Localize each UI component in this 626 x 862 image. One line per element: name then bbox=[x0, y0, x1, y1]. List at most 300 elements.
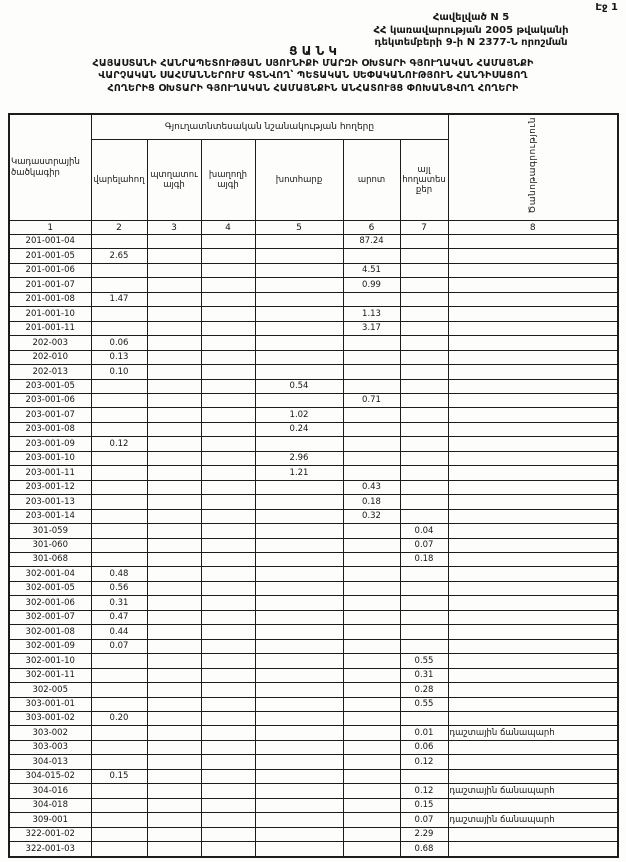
value-cell bbox=[400, 379, 448, 393]
note-cell bbox=[448, 596, 618, 610]
note-cell bbox=[448, 408, 618, 422]
value-cell bbox=[201, 524, 255, 538]
value-cell: 0.55 bbox=[400, 697, 448, 711]
value-cell bbox=[201, 408, 255, 422]
value-cell bbox=[343, 292, 400, 306]
col-number-8: 8 bbox=[448, 221, 618, 235]
value-cell bbox=[201, 379, 255, 393]
value-cell bbox=[147, 654, 201, 668]
value-cell bbox=[343, 379, 400, 393]
value-cell bbox=[201, 365, 255, 379]
value-cell bbox=[343, 336, 400, 350]
table-row bbox=[9, 379, 618, 393]
cadastral-code-cell: 303-003 bbox=[9, 740, 91, 754]
value-cell bbox=[91, 683, 147, 697]
value-cell bbox=[201, 451, 255, 465]
note-cell bbox=[448, 740, 618, 754]
value-cell bbox=[255, 495, 343, 509]
table-row bbox=[9, 552, 618, 566]
value-cell bbox=[255, 755, 343, 769]
value-cell bbox=[343, 581, 400, 595]
value-cell bbox=[201, 668, 255, 682]
value-cell bbox=[400, 336, 448, 350]
value-cell bbox=[400, 625, 448, 639]
note-cell bbox=[448, 321, 618, 335]
note-cell bbox=[448, 567, 618, 581]
sub-col-header-6: արոտ bbox=[343, 140, 400, 221]
value-cell: 0.18 bbox=[400, 552, 448, 566]
value-cell bbox=[147, 668, 201, 682]
value-cell bbox=[201, 307, 255, 321]
value-cell bbox=[255, 711, 343, 725]
value-cell bbox=[255, 263, 343, 277]
value-cell bbox=[255, 769, 343, 783]
value-cell bbox=[400, 408, 448, 422]
table-row bbox=[9, 740, 618, 754]
note-cell bbox=[448, 654, 618, 668]
value-cell bbox=[91, 408, 147, 422]
value-cell bbox=[147, 683, 201, 697]
value-cell bbox=[343, 827, 400, 841]
note-cell bbox=[448, 278, 618, 292]
value-cell bbox=[343, 639, 400, 653]
cadastral-code-cell: 302-001-06 bbox=[9, 596, 91, 610]
value-cell bbox=[255, 480, 343, 494]
table-row bbox=[9, 249, 618, 263]
value-cell: 0.47 bbox=[91, 610, 147, 624]
value-cell bbox=[255, 524, 343, 538]
cadastral-code-cell: 304-013 bbox=[9, 755, 91, 769]
value-cell bbox=[343, 697, 400, 711]
value-cell bbox=[147, 784, 201, 798]
value-cell bbox=[343, 740, 400, 754]
table-row bbox=[9, 683, 618, 697]
value-cell bbox=[400, 263, 448, 277]
value-cell bbox=[147, 625, 201, 639]
value-cell: 0.12 bbox=[400, 755, 448, 769]
note-cell bbox=[448, 697, 618, 711]
note-cell bbox=[448, 538, 618, 552]
value-cell bbox=[91, 235, 147, 249]
subtitle-line: ՎԱՐՉԱԿԱՆ ՍԱՀՄԱՆՆԵՐՈՒՄ ԳՏՆՎՈՂ՝ ՊԵՏԱԿԱՆ ՍԵՓԱԿԱՆՈՒԹՅՈՒՆ ՀԱՆԴԻՍԱՑՈՂ bbox=[98, 70, 528, 82]
note-cell bbox=[448, 668, 618, 682]
value-cell bbox=[147, 509, 201, 523]
value-cell bbox=[343, 726, 400, 740]
document-title: Ց Ա Ն Կ bbox=[289, 44, 337, 58]
land-transfer-table bbox=[8, 113, 619, 858]
note-cell bbox=[448, 509, 618, 523]
note-cell bbox=[448, 683, 618, 697]
value-cell bbox=[400, 393, 448, 407]
value-cell bbox=[147, 524, 201, 538]
value-cell bbox=[255, 842, 343, 857]
table-row bbox=[9, 408, 618, 422]
value-cell bbox=[201, 336, 255, 350]
value-cell bbox=[91, 654, 147, 668]
value-cell bbox=[343, 596, 400, 610]
value-cell bbox=[255, 813, 343, 827]
value-cell bbox=[343, 365, 400, 379]
value-cell bbox=[255, 336, 343, 350]
value-cell bbox=[91, 755, 147, 769]
note-cell bbox=[448, 451, 618, 465]
value-cell bbox=[255, 683, 343, 697]
value-cell bbox=[147, 827, 201, 841]
value-cell bbox=[343, 755, 400, 769]
value-cell: 0.10 bbox=[91, 365, 147, 379]
value-cell bbox=[91, 466, 147, 480]
cadastral-code-cell: 201-001-06 bbox=[9, 263, 91, 277]
table-row bbox=[9, 365, 618, 379]
value-cell: 1.13 bbox=[343, 307, 400, 321]
note-cell: դաշտային ճանապարհ bbox=[448, 813, 618, 827]
note-cell bbox=[448, 263, 618, 277]
value-cell bbox=[147, 393, 201, 407]
value-cell bbox=[255, 784, 343, 798]
value-cell bbox=[255, 798, 343, 812]
col-number-6: 6 bbox=[343, 221, 400, 235]
value-cell bbox=[400, 365, 448, 379]
value-cell bbox=[255, 278, 343, 292]
value-cell bbox=[255, 249, 343, 263]
table-row bbox=[9, 307, 618, 321]
value-cell bbox=[147, 350, 201, 364]
value-cell bbox=[147, 437, 201, 451]
cadastral-code-cell: 202-003 bbox=[9, 336, 91, 350]
value-cell bbox=[255, 668, 343, 682]
note-cell bbox=[448, 552, 618, 566]
value-cell: 0.07 bbox=[400, 813, 448, 827]
cadastral-code-cell: 302-001-05 bbox=[9, 581, 91, 595]
col-header-cadastral: Կադաստրային ծածկագիր bbox=[9, 114, 91, 221]
value-cell bbox=[201, 697, 255, 711]
value-cell bbox=[147, 798, 201, 812]
note-cell: դաշտային ճանապարհ bbox=[448, 726, 618, 740]
value-cell bbox=[201, 683, 255, 697]
cadastral-code-cell: 303-001-01 bbox=[9, 697, 91, 711]
value-cell: 0.24 bbox=[255, 422, 343, 436]
sub-col-header-2: վարելահող bbox=[91, 140, 147, 221]
value-cell bbox=[255, 697, 343, 711]
cadastral-code-cell: 302-001-08 bbox=[9, 625, 91, 639]
group-header-agricultural: Գյուղատնտեսական նշանակության հողերը bbox=[91, 114, 448, 140]
value-cell bbox=[201, 437, 255, 451]
value-cell bbox=[400, 307, 448, 321]
value-cell bbox=[91, 422, 147, 436]
table-row bbox=[9, 726, 618, 740]
value-cell: 0.71 bbox=[343, 393, 400, 407]
value-cell bbox=[343, 798, 400, 812]
value-cell bbox=[201, 581, 255, 595]
value-cell: 2.29 bbox=[400, 827, 448, 841]
value-cell bbox=[91, 740, 147, 754]
value-cell bbox=[147, 307, 201, 321]
value-cell bbox=[91, 726, 147, 740]
value-cell: 0.06 bbox=[400, 740, 448, 754]
col-number-7: 7 bbox=[400, 221, 448, 235]
value-cell bbox=[400, 480, 448, 494]
table-row bbox=[9, 437, 618, 451]
note-cell bbox=[448, 639, 618, 653]
value-cell bbox=[201, 321, 255, 335]
value-cell bbox=[343, 668, 400, 682]
value-cell: 3.17 bbox=[343, 321, 400, 335]
note-cell bbox=[448, 292, 618, 306]
value-cell bbox=[343, 784, 400, 798]
table-row bbox=[9, 393, 618, 407]
cadastral-code-cell: 302-001-07 bbox=[9, 610, 91, 624]
value-cell bbox=[91, 697, 147, 711]
value-cell bbox=[400, 639, 448, 653]
sub-col-header-5: խոտհարք bbox=[255, 140, 343, 221]
value-cell bbox=[400, 567, 448, 581]
table-row bbox=[9, 451, 618, 465]
value-cell bbox=[343, 538, 400, 552]
table-row bbox=[9, 263, 618, 277]
header-row-numbers bbox=[9, 221, 618, 235]
value-cell bbox=[201, 422, 255, 436]
value-cell bbox=[400, 350, 448, 364]
value-cell bbox=[91, 827, 147, 841]
table-row bbox=[9, 798, 618, 812]
value-cell bbox=[91, 263, 147, 277]
cadastral-code-cell: 303-001-02 bbox=[9, 711, 91, 725]
table-row bbox=[9, 336, 618, 350]
value-cell bbox=[147, 379, 201, 393]
cadastral-code-cell: 203-001-14 bbox=[9, 509, 91, 523]
note-cell bbox=[448, 842, 618, 857]
value-cell: 0.07 bbox=[400, 538, 448, 552]
value-cell bbox=[91, 798, 147, 812]
value-cell bbox=[91, 307, 147, 321]
cadastral-code-cell: 303-002 bbox=[9, 726, 91, 740]
table-row bbox=[9, 321, 618, 335]
table-row bbox=[9, 524, 618, 538]
value-cell bbox=[201, 393, 255, 407]
table-row bbox=[9, 567, 618, 581]
note-cell: դաշտային ճանապարհ bbox=[448, 784, 618, 798]
table-row bbox=[9, 538, 618, 552]
subtitle-line: ՀՈՂԵՐԻՑ ՕԽՏԱՐԻ ԳՅՈՒՂԱԿԱՆ ՀԱՄԱՅՆՔԻՆ ԱՆՀԱՏՈՒՅՑ ՓՈԽԱՆՑՎՈՂ ՀՈՂԵՐԻ bbox=[107, 82, 519, 94]
cadastral-code-cell: 203-001-06 bbox=[9, 393, 91, 407]
table-row bbox=[9, 350, 618, 364]
value-cell bbox=[201, 466, 255, 480]
cadastral-code-cell: 304-016 bbox=[9, 784, 91, 798]
value-cell bbox=[343, 350, 400, 364]
value-cell bbox=[343, 422, 400, 436]
table-row bbox=[9, 639, 618, 653]
value-cell: 0.32 bbox=[343, 509, 400, 523]
value-cell bbox=[147, 842, 201, 857]
col-number-4: 4 bbox=[201, 221, 255, 235]
value-cell: 0.12 bbox=[91, 437, 147, 451]
value-cell bbox=[201, 798, 255, 812]
value-cell bbox=[255, 321, 343, 335]
value-cell bbox=[400, 235, 448, 249]
value-cell bbox=[400, 711, 448, 725]
cadastral-code-cell: 301-068 bbox=[9, 552, 91, 566]
value-cell bbox=[147, 235, 201, 249]
value-cell bbox=[400, 422, 448, 436]
value-cell bbox=[400, 509, 448, 523]
value-cell bbox=[400, 581, 448, 595]
value-cell bbox=[91, 393, 147, 407]
table-row bbox=[9, 654, 618, 668]
value-cell bbox=[343, 654, 400, 668]
table-row bbox=[9, 422, 618, 436]
value-cell: 0.68 bbox=[400, 842, 448, 857]
value-cell bbox=[255, 567, 343, 581]
value-cell bbox=[91, 379, 147, 393]
value-cell bbox=[201, 495, 255, 509]
value-cell bbox=[400, 596, 448, 610]
value-cell bbox=[147, 451, 201, 465]
cadastral-code-cell: 301-059 bbox=[9, 524, 91, 538]
value-cell bbox=[255, 437, 343, 451]
value-cell: 0.12 bbox=[400, 784, 448, 798]
value-cell: 0.04 bbox=[400, 524, 448, 538]
value-cell bbox=[400, 495, 448, 509]
value-cell bbox=[201, 842, 255, 857]
value-cell: 2.96 bbox=[255, 451, 343, 465]
value-cell bbox=[343, 625, 400, 639]
cadastral-code-cell: 203-001-10 bbox=[9, 451, 91, 465]
value-cell bbox=[147, 408, 201, 422]
value-cell bbox=[201, 509, 255, 523]
cadastral-code-cell: 322-001-02 bbox=[9, 827, 91, 841]
value-cell bbox=[343, 769, 400, 783]
value-cell bbox=[343, 567, 400, 581]
value-cell: 0.48 bbox=[91, 567, 147, 581]
value-cell bbox=[400, 451, 448, 465]
value-cell bbox=[147, 422, 201, 436]
value-cell bbox=[91, 451, 147, 465]
value-cell bbox=[91, 668, 147, 682]
value-cell bbox=[400, 610, 448, 624]
cadastral-code-cell: 201-001-11 bbox=[9, 321, 91, 335]
cadastral-code-cell: 203-001-05 bbox=[9, 379, 91, 393]
value-cell bbox=[201, 278, 255, 292]
value-cell: 0.15 bbox=[400, 798, 448, 812]
value-cell bbox=[147, 538, 201, 552]
value-cell bbox=[201, 813, 255, 827]
cadastral-code-cell: 203-001-08 bbox=[9, 422, 91, 436]
value-cell bbox=[201, 235, 255, 249]
note-cell bbox=[448, 249, 618, 263]
value-cell bbox=[91, 784, 147, 798]
note-cell bbox=[448, 524, 618, 538]
note-cell bbox=[448, 755, 618, 769]
value-cell bbox=[255, 726, 343, 740]
value-cell bbox=[91, 552, 147, 566]
col-number-5: 5 bbox=[255, 221, 343, 235]
note-cell bbox=[448, 495, 618, 509]
cadastral-code-cell: 203-001-13 bbox=[9, 495, 91, 509]
value-cell bbox=[201, 596, 255, 610]
value-cell bbox=[255, 639, 343, 653]
cadastral-code-cell: 302-001-04 bbox=[9, 567, 91, 581]
value-cell bbox=[147, 813, 201, 827]
value-cell bbox=[400, 292, 448, 306]
value-cell bbox=[201, 827, 255, 841]
sub-col-header-3: պտղատու այգի bbox=[147, 140, 201, 221]
cadastral-code-cell: 201-001-04 bbox=[9, 235, 91, 249]
note-cell bbox=[448, 365, 618, 379]
table-row bbox=[9, 827, 618, 841]
table-row bbox=[9, 842, 618, 857]
value-cell bbox=[201, 784, 255, 798]
value-cell bbox=[91, 495, 147, 509]
cadastral-code-cell: 302-001-10 bbox=[9, 654, 91, 668]
value-cell bbox=[147, 263, 201, 277]
value-cell bbox=[400, 249, 448, 263]
cadastral-code-cell: 203-001-11 bbox=[9, 466, 91, 480]
note-cell bbox=[448, 827, 618, 841]
header-row-group bbox=[9, 114, 618, 140]
value-cell bbox=[147, 495, 201, 509]
value-cell bbox=[201, 538, 255, 552]
table-row bbox=[9, 278, 618, 292]
value-cell bbox=[147, 480, 201, 494]
value-cell bbox=[147, 639, 201, 653]
value-cell bbox=[255, 292, 343, 306]
value-cell: 1.21 bbox=[255, 466, 343, 480]
note-cell bbox=[448, 336, 618, 350]
value-cell bbox=[201, 769, 255, 783]
value-cell bbox=[201, 625, 255, 639]
note-cell bbox=[448, 610, 618, 624]
value-cell bbox=[343, 683, 400, 697]
cadastral-code-cell: 202-013 bbox=[9, 365, 91, 379]
note-header-rotated-label: Ծանոթագրություն bbox=[527, 117, 538, 214]
value-cell: 0.18 bbox=[343, 495, 400, 509]
value-cell: 0.43 bbox=[343, 480, 400, 494]
table-row bbox=[9, 755, 618, 769]
value-cell: 0.31 bbox=[400, 668, 448, 682]
note-cell bbox=[448, 437, 618, 451]
cadastral-code-cell: 201-001-10 bbox=[9, 307, 91, 321]
cadastral-code-cell: 322-001-03 bbox=[9, 842, 91, 857]
value-cell bbox=[91, 278, 147, 292]
table-row bbox=[9, 596, 618, 610]
value-cell bbox=[91, 842, 147, 857]
cadastral-code-cell: 302-001-09 bbox=[9, 639, 91, 653]
value-cell bbox=[255, 827, 343, 841]
sub-col-header-7: այլ հողատեսքեր bbox=[400, 140, 448, 221]
value-cell bbox=[91, 321, 147, 335]
col-header-note bbox=[448, 114, 618, 221]
value-cell bbox=[147, 610, 201, 624]
table-row bbox=[9, 711, 618, 725]
sub-col-header-4: խաղողի այգի bbox=[201, 140, 255, 221]
value-cell bbox=[255, 350, 343, 364]
value-cell bbox=[255, 740, 343, 754]
note-cell bbox=[448, 711, 618, 725]
annex-line: ՀՀ կառավարության 2005 թվականի bbox=[373, 24, 569, 36]
value-cell bbox=[255, 307, 343, 321]
value-cell: 0.54 bbox=[255, 379, 343, 393]
value-cell bbox=[255, 654, 343, 668]
value-cell bbox=[400, 278, 448, 292]
value-cell bbox=[255, 538, 343, 552]
table-row bbox=[9, 235, 618, 249]
value-cell bbox=[147, 552, 201, 566]
value-cell bbox=[91, 480, 147, 494]
value-cell: 4.51 bbox=[343, 263, 400, 277]
note-cell bbox=[448, 379, 618, 393]
value-cell bbox=[91, 509, 147, 523]
value-cell bbox=[201, 480, 255, 494]
